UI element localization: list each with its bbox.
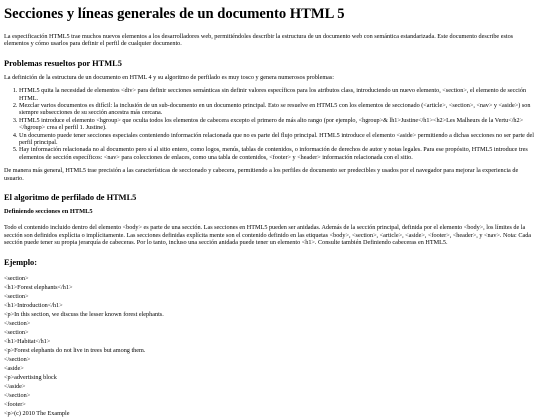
code-line: </section> xyxy=(4,391,31,399)
sections-subheading: Definiendo secciones en HTML5 xyxy=(4,208,93,216)
code-line: </aside> xyxy=(4,382,26,390)
problems-closing: De manera más general, HTML5 trae precisión a las características de seccionado y cabecera, permitiendo a los perfiles de documento ser predecibles y usados por el navegador para mejorar la experiencia de usuario. xyxy=(4,167,519,182)
problems-intro: La definición de la estructura de un documento en HTML 4 y su algoritmo de perfilado es muy tosco y genera numerosos problemas: xyxy=(4,73,335,81)
example-code-block xyxy=(4,275,536,418)
code-line: <footer> xyxy=(4,400,26,408)
list-item: 3. HTML5 introduce el elemento <hgroup> que oculta todos los elementos de cabecera excepto el primero de más alto rango (por ejemplo, <hgroup>& lh1>Justine</h1><h2>Les Malheurs de la Vertu</h2></hgroup> crea el perfil 1. Justine). xyxy=(19,117,536,132)
list-item: 1. HTML5 quita la necesidad de elementos <div> para definir secciones semánticas sin definir valores específicos para los atributos class, introduciendo un nuevo elemento, <section>, el elemento de sección HTML. xyxy=(19,87,536,102)
algorithm-heading: El algoritmo de perfilado de HTML5 xyxy=(4,193,137,203)
code-line: <p>(c) 2010 The Example xyxy=(4,409,70,417)
example-heading: Ejemplo: xyxy=(4,258,38,268)
intro-paragraph: La especificación HTML5 trae muchos nuevos elementos a los desarrolladores web, permitiéndoles describir la estructura de un documento web con semántica estandarizada. Este documento describe estos elementos y cómo usarlos para definir el perfil de cualquier documento. xyxy=(4,33,514,48)
code-line: <section> xyxy=(4,329,29,337)
code-line: <p>Forest elephants do not live in trees but among them. xyxy=(4,346,146,354)
code-line: <h1>Forest elephants</h1> xyxy=(4,284,73,292)
problems-heading: Problemas resueltos por HTML5 xyxy=(4,58,122,68)
code-line: </section> xyxy=(4,320,31,328)
page-title: Secciones y líneas generales de un documento HTML 5 xyxy=(4,6,345,22)
code-line: <p>advertising block xyxy=(4,373,57,381)
algorithm-paragraph: Todo el contenido incluido dentro del elemento <body> es parte de una sección. Las secciones en HTML5 pueden ser anidadas. Además de la sección principal, definida por el elemento <body>, los límites de la sección son definidos explícita o implícitamente. Las secciones definidas explícita mente son el contenido definido en las etiquetas <body>, <section>, <article>, <aside>, <footer>, <header>, y <nav>. Nota: Cada sección puede tener su propia jerarquía de cabeceras. Por lo tanto, incluso una sección anidada puede tener un elemento <h1>. Consulte también Definiendo cabeceras en HTML5. xyxy=(4,224,532,246)
code-line: <aside> xyxy=(4,364,24,372)
code-line: <section> xyxy=(4,293,29,301)
code-line: <p>In this section, we discuss the lesser known forest elephants. xyxy=(4,311,164,319)
code-line: </section> xyxy=(4,355,31,363)
list-item: 5. Hay información relacionada no al documento pero sí al sitio entero, como logos, menús, tablas de contenidos, o información de derechos de autor y notas legales. Para ese propósito, HTML5 introduce tres elementos de sección específicos: <nav> para colecciones de enlaces, como una tabla de contenidos, <footer> y <header> información relacionada con el sitio. xyxy=(19,146,536,161)
code-line: <section> xyxy=(4,275,29,283)
list-item: 2. Mezclar varios documentos es difícil: la inclusión de un sub-documento en un documento principal. Esto se resuelve en HTML5 con los elementos de seccionado (<article>, <section>, <nav> y <aside>) son siempre subsecciones de su sección ancestra más cercana. xyxy=(19,102,536,117)
code-line: <h1>Introduction</h1> xyxy=(4,302,63,310)
problems-list xyxy=(4,87,536,161)
code-line: <h1>Habitat</h1> xyxy=(4,337,51,345)
list-item: 4. Un documento puede tener secciones especiales conteniendo información relacionada que no es parte del flujo principal. HTML5 introduce el elemento <aside> permitiendo a dichas secciones no ser parte del perfil principal. xyxy=(19,132,536,147)
